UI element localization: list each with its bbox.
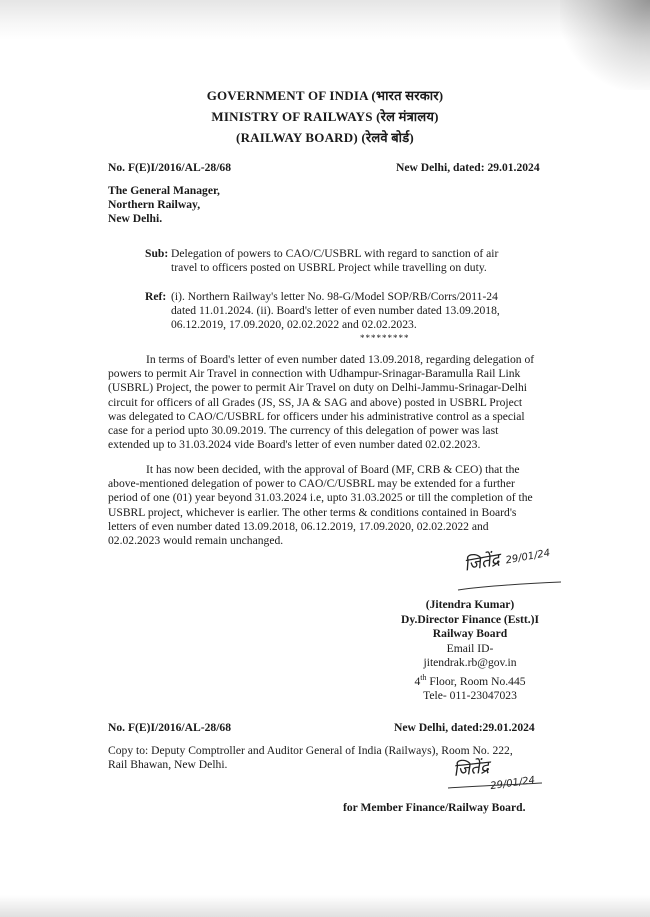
reference-number: No. F(E)I/2016/AL-28/68 <box>108 161 232 174</box>
floor-room: Floor, Room No.445 <box>426 674 526 688</box>
signature-date: 29/01/24 <box>489 774 536 793</box>
copy-to-line: Copy to: Deputy Comptroller and Auditor General of India (Railways), Room No. 222, <box>108 744 513 757</box>
paragraph-line: extended up to 31.03.2024 vide Board's letter of even number dated 02.02.2023. <box>108 438 481 452</box>
letter-date: New Delhi, dated: 29.01.2024 <box>396 161 540 174</box>
signature-date: 29/01/24 <box>504 547 551 567</box>
signature-underline <box>446 782 546 792</box>
for-member-finance: for Member Finance/Railway Board. <box>343 801 526 814</box>
header-railway-board: (RAILWAY BOARD) (रेलवे बोर्ड) <box>236 130 414 145</box>
paragraph-line: USBRL project, whichever is earlier. The other terms & conditions contained in Board's <box>108 505 517 519</box>
paragraph-line: (USBRL) Project, the power to permit Air Travel on duty on Delhi-Jammu-Srinagar-Delhi <box>108 381 528 395</box>
paragraph-1 <box>108 353 548 452</box>
addressee-line: The General Manager, <box>108 184 220 197</box>
scan-shadow-corner <box>560 0 650 90</box>
header-government: GOVERNMENT OF INDIA (भारत सरकार) <box>206 88 444 103</box>
email-address: jitendrak.rb@gov.in <box>423 656 517 670</box>
signatory-designation: Dy.Director Finance (Estt.)I <box>400 612 540 626</box>
floor-suffix: th <box>420 672 427 682</box>
paragraph-line: powers to permit Air Travel in connection with Udhampur-Srinagar-Baramulla Rail Link <box>108 367 521 381</box>
subject-line: travel to officers posted on USBRL Project while travelling on duty. <box>171 261 487 274</box>
telephone: Tele- 011-23047023 <box>423 689 517 703</box>
header-ministry: MINISTRY OF RAILWAYS (रेल मंत्रालय) <box>211 109 439 124</box>
paragraph-line: letters of even number dated 13.09.2018, 06.12.2019, 17.09.2020, 02.02.2022 and <box>108 519 489 533</box>
references-label: Ref: <box>145 290 167 303</box>
floor-number: 4 <box>414 674 421 688</box>
paragraph-line: It has now been decided, with the approval of Board (MF, CRB & CEO) that the <box>146 463 520 476</box>
reference-line: dated 11.01.2024. (ii). Board's letter of even number dated 13.09.2018, <box>171 304 500 317</box>
addressee-line: Northern Railway, <box>108 198 201 211</box>
signature-underline <box>456 580 566 594</box>
signature-text: जितेंद्र <box>452 757 490 781</box>
copy-reference-number: No. F(E)I/2016/AL-28/68 <box>108 721 232 734</box>
copy-to-line: Rail Bhawan, New Delhi. <box>108 758 228 771</box>
paragraph-line: period of one (01) year beyond 31.03.2024 i.e, upto 31.03.2025 or till the completion of the <box>108 491 533 505</box>
separator-stars: ********* <box>360 333 410 343</box>
paragraph-line: 02.02.2023 would remain unchanged. <box>108 534 284 548</box>
reference-line: 06.12.2019, 17.09.2020, 02.02.2022 and 02.02.2023. <box>171 318 417 331</box>
scan-shadow-top <box>0 0 650 40</box>
subject-label: Sub: <box>145 247 169 260</box>
email-label: Email ID- <box>446 641 494 655</box>
paragraph-line: was delegated to CAO/C/USBRL for officers under his administrative control as a special <box>108 409 525 423</box>
copy-date: New Delhi, dated:29.01.2024 <box>394 721 535 734</box>
scan-shadow-bottom <box>0 895 650 917</box>
signature-text: जितेंद्र <box>462 549 502 576</box>
office-address <box>370 671 570 689</box>
reference-line: (i). Northern Railway's letter No. 98-G/Model SOP/RB/Corrs/2011-24 <box>171 290 498 303</box>
paragraph-line: case for a period upto 30.09.2019. The currency of this delegation of power was last <box>108 424 499 438</box>
subject-line: Delegation of powers to CAO/C/USBRL with regard to sanction of air <box>171 247 499 260</box>
signatory-block <box>370 598 570 704</box>
paragraph-2 <box>108 463 548 548</box>
signatory-office: Railway Board <box>432 627 508 641</box>
paragraph-line: circuit for officers of all Grades (JS, SS, JA & SAG and above) posted in USBRL Project <box>108 395 523 409</box>
paragraph-line: In terms of Board's letter of even number dated 13.09.2018, regarding delegation of <box>146 353 535 366</box>
paragraph-line: above-mentioned delegation of power to CAO/C/USBRL may be extended for a further <box>108 477 515 491</box>
signatory-name: (Jitendra Kumar) <box>425 598 515 611</box>
addressee-line: New Delhi. <box>108 212 163 225</box>
